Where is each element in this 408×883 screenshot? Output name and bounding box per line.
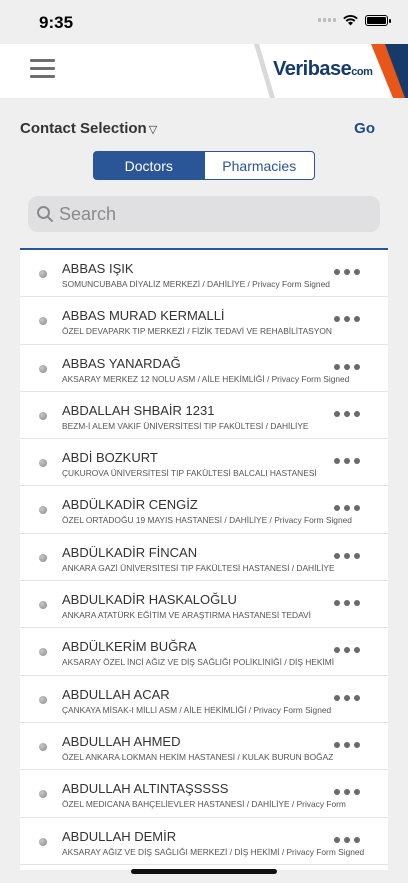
home-indicator [131, 869, 277, 874]
more-horizontal-icon[interactable] [334, 553, 360, 559]
contact-row[interactable] [20, 534, 388, 581]
status-dot-icon [39, 412, 47, 420]
wifi-icon [342, 14, 359, 26]
contact-name: ABBAS YANARDAĞ [62, 355, 181, 371]
search-input[interactable] [28, 196, 380, 232]
contact-row[interactable] [20, 345, 388, 392]
search-icon [36, 205, 54, 223]
contact-detail: ÖZEL ANKARA LOKMAN HEKİM HASTANESİ / KULAK BURUN BOĞAZ [62, 751, 334, 762]
status-dot-icon [39, 270, 47, 278]
status-dot-icon [39, 506, 47, 514]
contact-name: ABDULLAH ACAR [62, 686, 170, 702]
status-time: 9:35 [39, 13, 74, 32]
more-horizontal-icon[interactable] [334, 600, 360, 606]
app-header [0, 44, 408, 98]
status-dot-icon [39, 317, 47, 325]
logo-text: Veribasecom [273, 58, 373, 80]
status-bar [0, 0, 408, 44]
status-dot-icon [39, 554, 47, 562]
contact-detail: AKSARAY ÖZEL İNCİ AĞIZ VE DİŞ SAĞLIĞI POLİKLİNİĞİ / DİŞ HEKİMİ [62, 657, 335, 668]
contact-name: ABDULLAH AHMED [62, 733, 181, 749]
contact-detail: ANKARA GAZİ ÜNİVERSİTESİ TIP FAKÜLTESİ HASTANESİ / DAHİLİYE [62, 562, 335, 573]
contact-detail: AKSARAY MERKEZ 12 NOLU ASM / AİLE HEKİMLİĞİ / Privacy Form Signed [62, 373, 350, 384]
contact-row[interactable] [20, 770, 388, 817]
more-horizontal-icon[interactable] [334, 364, 360, 370]
contact-row[interactable] [20, 439, 388, 486]
battery-icon [365, 15, 388, 26]
tab-pharmacies[interactable]: Pharmacies [204, 152, 315, 179]
more-horizontal-icon[interactable] [334, 789, 360, 795]
contact-detail: SOMUNCUBABA DİYALİZ MERKEZİ / DAHİLİYE / Privacy Form Signed [62, 279, 330, 289]
more-horizontal-icon[interactable] [334, 837, 360, 843]
cellular-signal-icon [318, 18, 336, 22]
contact-row[interactable] [20, 250, 388, 297]
dropdown-caret-icon: ▽ [148, 124, 158, 136]
contact-row[interactable] [20, 392, 388, 439]
contact-name: ABDÜLKERİM BUĞRA [62, 639, 197, 655]
tab-doctors[interactable]: Doctors [94, 152, 204, 179]
contact-row[interactable] [20, 676, 388, 723]
contact-detail: ÇANKAYA MİSAK-I MİLLİ ASM / AİLE HEKİMLİĞİ / Privacy Form Signed [62, 704, 332, 715]
contact-type-segmented-control [93, 151, 315, 180]
contact-detail: ÇUKUROVA ÜNİVERSİTESİ TIP FAKÜLTESİ BALCALI HASTANESİ [62, 468, 317, 479]
status-dot-icon [39, 696, 47, 704]
contact-name: ABDALLAH SHBAİR 1231 [62, 402, 215, 418]
contact-row[interactable] [20, 486, 388, 533]
status-dot-icon [39, 365, 47, 373]
contact-name: ABDÜLKADİR FİNCAN [62, 544, 198, 560]
more-horizontal-icon[interactable] [334, 269, 360, 275]
contact-detail: BEZM-İ ALEM VAKIF ÜNİVERSİTESİ TIP FAKÜLTESİ / DAHİLİYE [62, 420, 309, 431]
contact-name: ABDÜLKADİR CENGİZ [62, 497, 198, 513]
status-dot-icon [39, 601, 47, 609]
status-dot-icon [39, 648, 47, 656]
contact-row[interactable] [20, 723, 388, 770]
contact-row[interactable] [20, 628, 388, 675]
status-dot-icon [39, 743, 47, 751]
hamburger-icon[interactable] [30, 59, 55, 83]
contact-name: ABBAS MURAD KERMALLİ [62, 308, 225, 324]
contact-row[interactable] [20, 297, 388, 344]
contact-detail: ANKARA ATATÜRK EĞİTİM VE ARAŞTIRMA HASTANESİ TEDAVİ [62, 610, 311, 621]
contact-row[interactable] [20, 581, 388, 628]
status-dot-icon [39, 459, 47, 467]
title-row [20, 118, 388, 142]
more-horizontal-icon[interactable] [334, 647, 360, 653]
more-horizontal-icon[interactable] [334, 458, 360, 464]
contact-detail: AKSARAY AĞIZ VE DİŞ SAĞLIĞI MERKEZİ / DİŞ HEKİMİ / Privacy Form Signed [62, 846, 365, 857]
more-horizontal-icon[interactable] [334, 505, 360, 511]
veribase-logo [253, 44, 408, 98]
page-title[interactable]: Contact Selection ▽ [20, 120, 158, 137]
contact-name: ABDULLAH ALTINTAŞSSSS [62, 781, 229, 797]
go-button[interactable]: Go [354, 120, 375, 137]
more-horizontal-icon[interactable] [334, 695, 360, 701]
contact-name: ABDULKADİR HASKALOĞLU [62, 592, 237, 608]
status-dot-icon [39, 838, 47, 846]
contact-list [20, 248, 388, 870]
contact-name: ABDİ BOZKURT [62, 450, 158, 466]
more-horizontal-icon[interactable] [334, 411, 360, 417]
status-icons [318, 14, 388, 26]
status-dot-icon [39, 790, 47, 798]
contact-name: ABDULLAH DEMİR [62, 828, 177, 844]
contact-row[interactable] [20, 818, 388, 865]
contact-detail: ÖZEL ORTADOĞU 19 MAYIS HASTANESİ / DAHİLİYE / Privacy Form Signed [62, 515, 352, 526]
contact-detail: ÖZEL MEDICANA BAHÇELİEVLER HASTANESİ / DAHİLİYE / Privacy Form [62, 799, 346, 810]
more-horizontal-icon[interactable] [334, 742, 360, 748]
search-placeholder: Search [59, 203, 117, 224]
more-horizontal-icon[interactable] [334, 316, 360, 322]
contact-detail: ÖZEL DEVAPARK TIP MERKEZİ / FİZİK TEDAVİ VE REHABİLİTASYON [62, 326, 332, 337]
contact-name: ABBAS IŞIK [62, 261, 134, 276]
